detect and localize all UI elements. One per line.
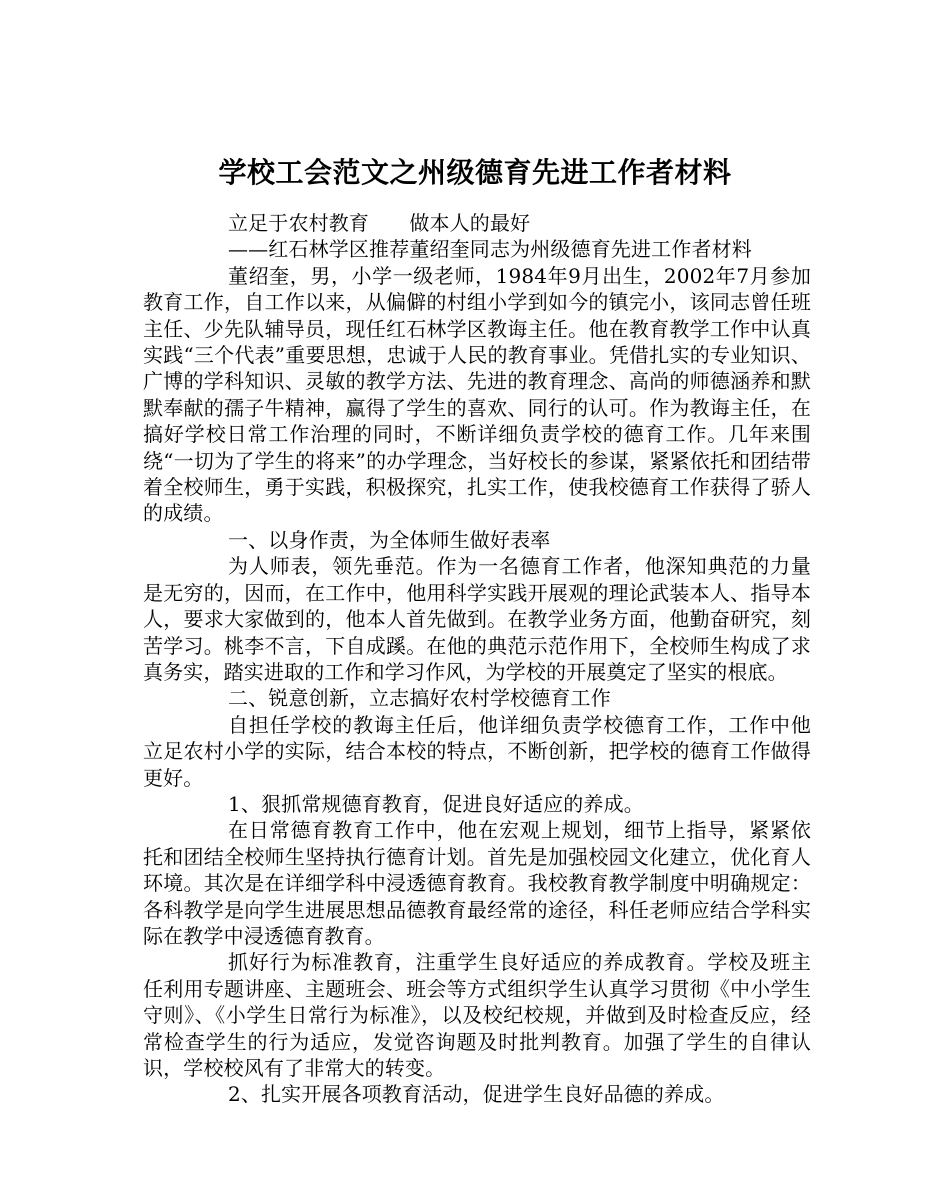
body-paragraph: 为人师表，领先垂范。作为一名德育工作者，他深知典范的力量是无穷的，因而，在工作中，他用科学实践开展观的理论武装本人、指导本人，要求大家做到的，他本人首先做到。在教学业务方面，他勤奋研究，刻苦学习。桃李不言，下自成蹊。在他的典范示范作用下，全校师生构成了求真务实，踏实进取的工作和学习作风，为学校的开展奠定了坚实的根底。: [143, 554, 811, 684]
body-paragraph: 抓好行为标准教育，注重学生良好适应的养成教育。学校及班主任利用专题讲座、主题班会、班会等方式组织学生认真学习贯彻《中小学生守则》、《小学生日常行为标准》，以及校纪校规，并做到及时检查反应，经常检查学生的行为适应，发觉咨询题及时批判教育。加强了学生的自律认识，学校校风有了非常大的转变。: [143, 950, 811, 1080]
section-heading: 二、锐意创新，立志搞好农村学校德育工作: [228, 686, 611, 711]
subsection-heading: 1、狠抓常规德育教育，促进良好适应的养成。: [228, 791, 644, 816]
body-paragraph: 在日常德育教育工作中，他在宏观上规划，细节上指导，紧紧依托和团结全校师生坚持执行德育计划。首先是加强校园文化建立，优化育人环境。其次是在详细学科中浸透德育教育。我校教育教学制度中明确规定：各科教学是向学生进展思想品德教育最经常的途径，科任老师应结合学科实际在教学中浸透德育教育。: [143, 818, 811, 948]
body-paragraph: 自担任学校的教诲主任后，他详细负责学校德育工作，工作中他立足农村小学的实际，结合本校的特点，不断创新，把学校的德育工作做得更好。: [143, 712, 811, 790]
subtitle-line: 立足于农村教育 做本人的最好: [228, 211, 531, 235]
body-paragraph: 董绍奎，男，小学一级老师，1984年9月出生，2002年7月参加教育工作，自工作以来，从偏僻的村组小学到如今的镇完小，该同志曾任班主任、少先队辅导员，现任红石林学区教诲主任。他在教育教学工作中认真实践“三个代表”重要思想，忠诚于人民的教育事业。凭借扎实的专业知识、广博的学科知识、灵敏的教学方法、先进的教育理念、高尚的师德涵养和默默奉献的孺子牛精神，赢得了学生的喜欢、同行的认可。作为教诲主任，在搞好学校日常工作治理的同时，不断详细负责学校的德育工作。几年来围绕“一切为了学生的将来”的办学理念，当好校长的参谋，紧紧依托和团结带着全校师生，勇于实践，积极探究，扎实工作，使我校德育工作获得了骄人的成绩。: [143, 263, 811, 526]
subsection-heading: 2、扎实开展各项教育活动，促进学生良好品德的养成。: [228, 1082, 725, 1107]
recommendation-line: ——红石林学区推荐董绍奎同志为州级德育先进工作者材料: [228, 237, 752, 262]
section-heading: 一、以身作责，为全体师生做好表率: [228, 527, 551, 552]
document-body: [143, 210, 811, 1108]
document-title: 学校工会范文之州级德育先进工作者材料: [218, 155, 732, 189]
